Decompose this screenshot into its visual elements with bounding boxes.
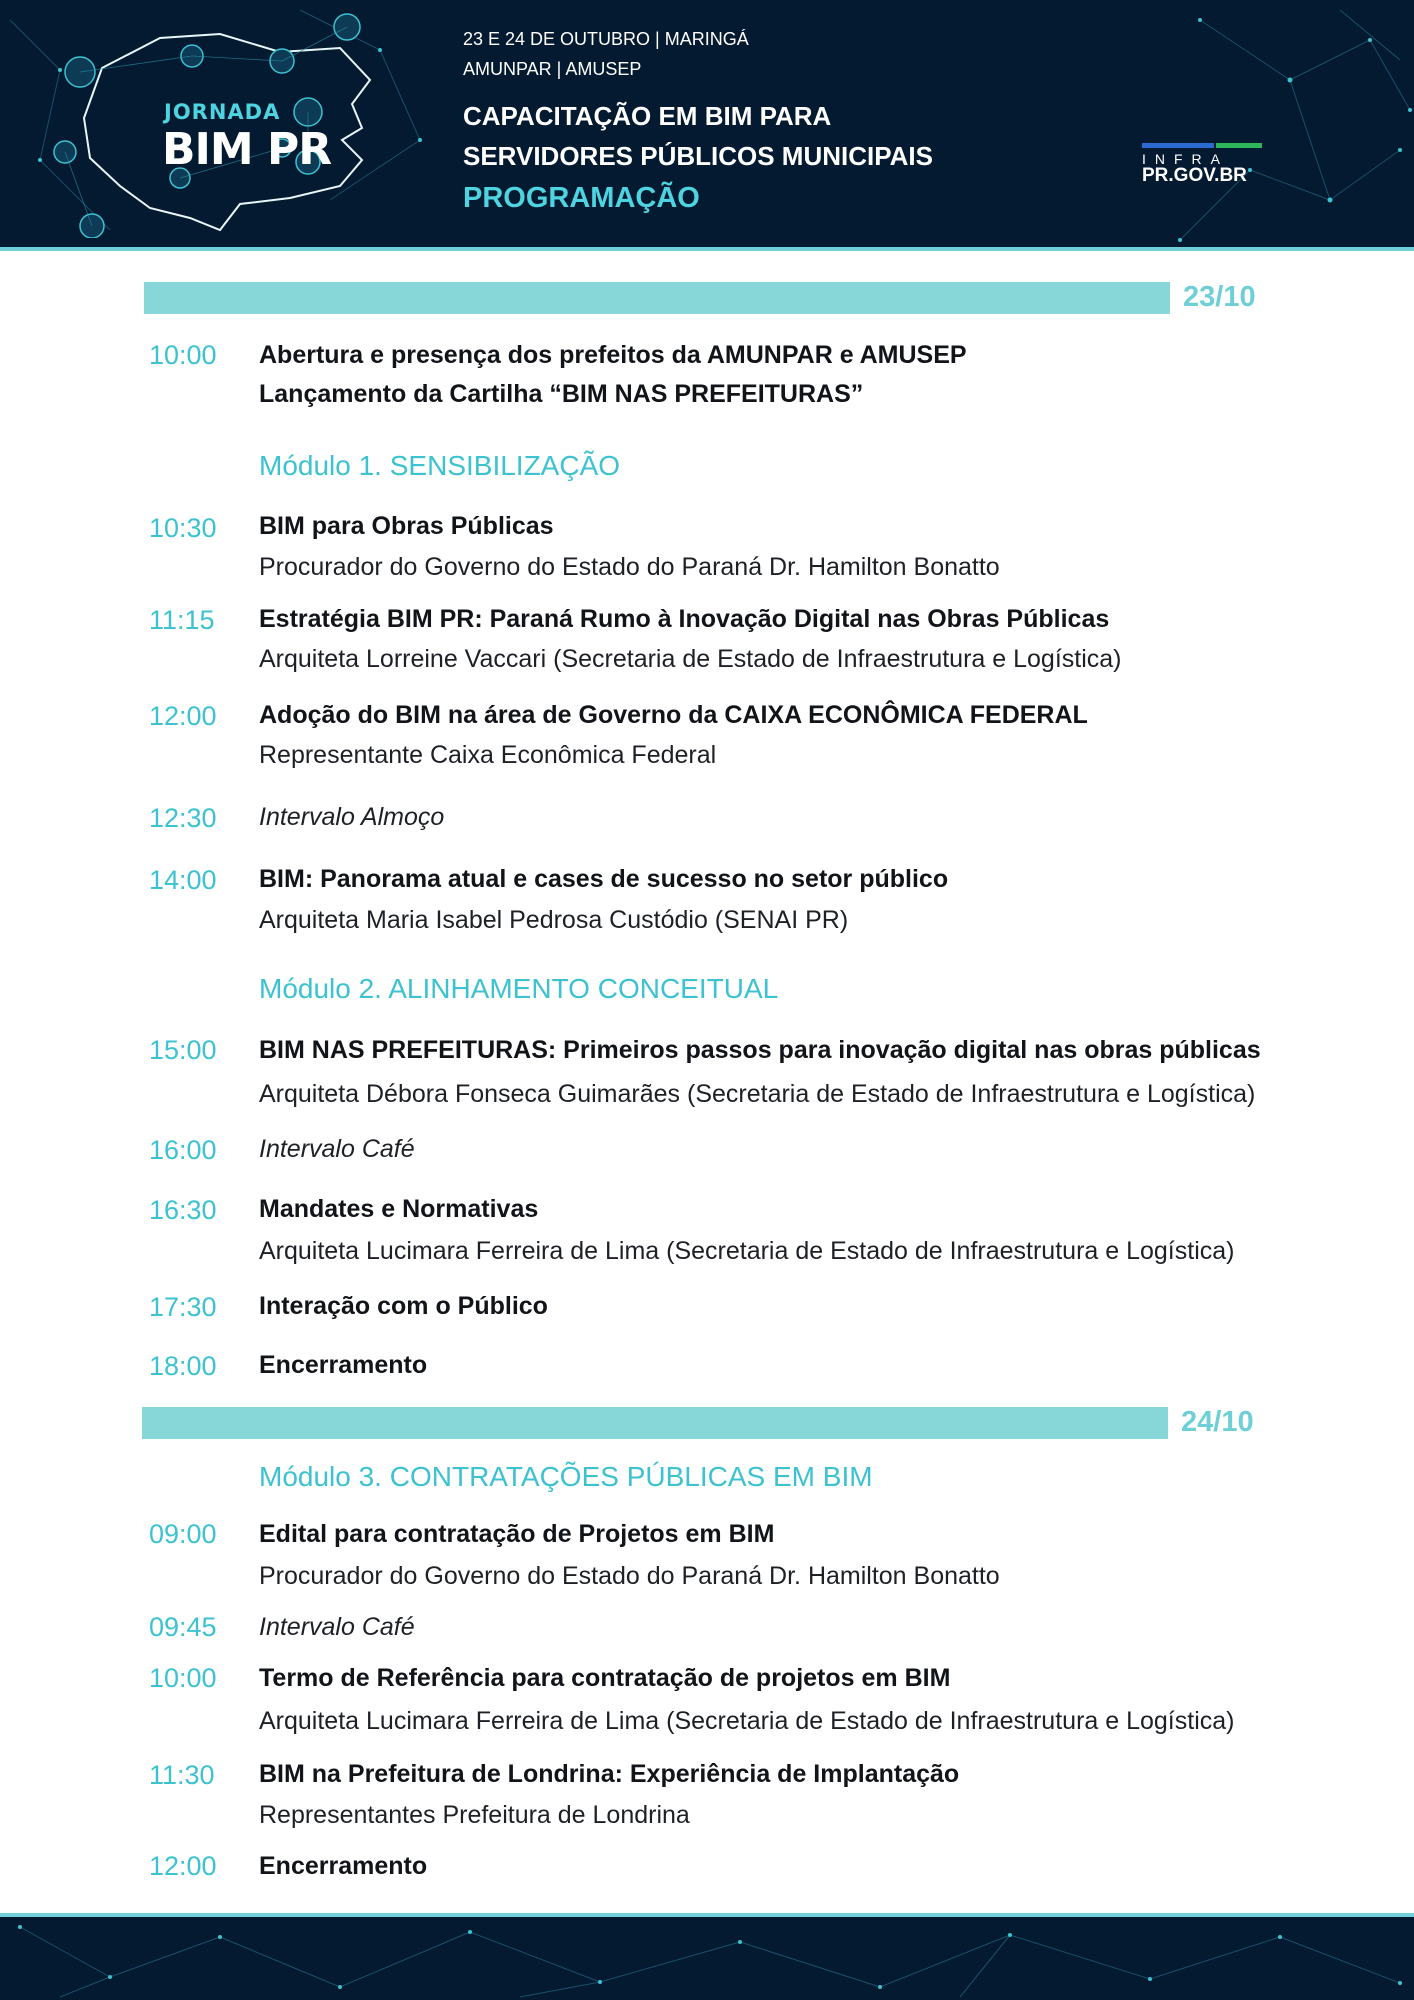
opening-title: Abertura e presença dos prefeitos da AMUNPAR e AMUSEP [259,341,967,369]
day2-label: 24/10 [1181,1406,1254,1438]
infra-word: INFRA [1142,151,1229,167]
time-label: 09:00 [149,1519,217,1549]
time-label: 10:00 [149,1663,217,1693]
session-title: BIM na Prefeitura de Londrina: Experiência de Implantação [259,1760,960,1788]
session-speaker: Procurador do Governo do Estado do Paraná Dr. Hamilton Bonatto [259,553,1000,581]
logo-bimpr-text: BIM PR [162,124,332,175]
time-label: 16:30 [149,1195,217,1225]
session-speaker: Arquiteta Débora Fonseca Guimarães (Secretaria de Estado de Infraestrutura e Logística) [259,1080,1256,1108]
network-footer-pattern [0,1917,1414,2000]
infra-gov-text: PR.GOV.BR [1142,165,1247,186]
session-title: Interação com o Público [259,1292,548,1320]
module1-heading: Módulo 1. SENSIBILIZAÇÃO [259,450,621,481]
break-label: Intervalo Café [259,1135,415,1163]
break-label: Intervalo Almoço [259,803,445,831]
session-speaker: Arquiteta Lucimara Ferreira de Lima (Secretaria de Estado de Infraestrutura e Logística) [259,1237,1235,1265]
session-speaker: Procurador do Governo do Estado do Paraná Dr. Hamilton Bonatto [259,1562,1000,1590]
session-title: Encerramento [259,1852,428,1880]
infra-pr-gov-logo [1142,143,1262,186]
time-label: 10:00 [149,340,217,370]
time-label: 09:45 [149,1612,217,1642]
time-label: 11:30 [149,1760,215,1790]
time-label: 10:30 [149,513,217,543]
session-speaker: Representantes Prefeitura de Londrina [259,1801,690,1829]
session-speaker: Representante Caixa Econômica Federal [259,741,717,769]
time-label: 16:00 [149,1135,217,1165]
time-label: 14:00 [149,865,217,895]
session-title: BIM: Panorama atual e cases de sucesso no setor público [259,865,949,893]
session-title: Estratégia BIM PR: Paraná Rumo à Inovação Digital nas Obras Públicas [259,605,1110,633]
event-title-line-1: CAPACITAÇÃO EM BIM PARA [463,101,832,131]
time-label: 12:00 [149,1851,217,1881]
module3-heading: Módulo 3. CONTRATAÇÕES PÚBLICAS EM BIM [259,1461,873,1492]
program-heading: PROGRAMAÇÃO [463,182,700,214]
event-date: 23 E 24 DE OUTUBRO | MARINGÁ [463,29,749,49]
event-title-line-2: SERVIDORES PÚBLICOS MUNICIPAIS [463,141,933,171]
event-info [463,24,933,215]
event-organizers: AMUNPAR | AMUSEP [463,59,642,79]
session-title: Termo de Referência para contratação de projetos em BIM [259,1664,951,1692]
header-banner [0,0,1414,251]
footer-banner [0,1913,1414,2000]
infra-color-bars [1142,143,1262,151]
day1-bar [144,282,1170,314]
module2-heading: Módulo 2. ALINHAMENTO CONCEITUAL [259,973,779,1004]
session-speaker: Arquiteta Lucimara Ferreira de Lima (Secretaria de Estado de Infraestrutura e Logística) [259,1707,1235,1735]
break-label: Intervalo Café [259,1613,415,1641]
jornada-bim-pr-logo [40,8,420,238]
session-speaker: Arquiteta Lorreine Vaccari (Secretaria de Estado de Infraestrutura e Logística) [259,645,1122,673]
logo-jornada-text: JORNADA [164,100,281,124]
session-speaker: Arquiteta Maria Isabel Pedrosa Custódio (SENAI PR) [259,906,849,934]
session-title: Adoção do BIM na área de Governo da CAIXA ECONÔMICA FEDERAL [259,701,1088,729]
time-label: 18:00 [149,1351,217,1381]
time-label: 11:15 [149,605,215,635]
session-title: Encerramento [259,1351,428,1379]
day1-label: 23/10 [1183,281,1256,313]
time-label: 17:30 [149,1292,217,1322]
time-label: 12:00 [149,701,217,731]
day2-bar [142,1407,1168,1439]
opening-subtitle: Lançamento da Cartilha “BIM NAS PREFEITURAS” [259,380,864,408]
time-label: 12:30 [149,803,217,833]
session-title: BIM para Obras Públicas [259,512,554,540]
session-title: Mandates e Normativas [259,1195,539,1223]
time-label: 15:00 [149,1035,217,1065]
event-title [463,96,933,176]
session-title: BIM NAS PREFEITURAS: Primeiros passos para inovação digital nas obras públicas [259,1036,1261,1064]
session-title: Edital para contratação de Projetos em BIM [259,1520,775,1548]
